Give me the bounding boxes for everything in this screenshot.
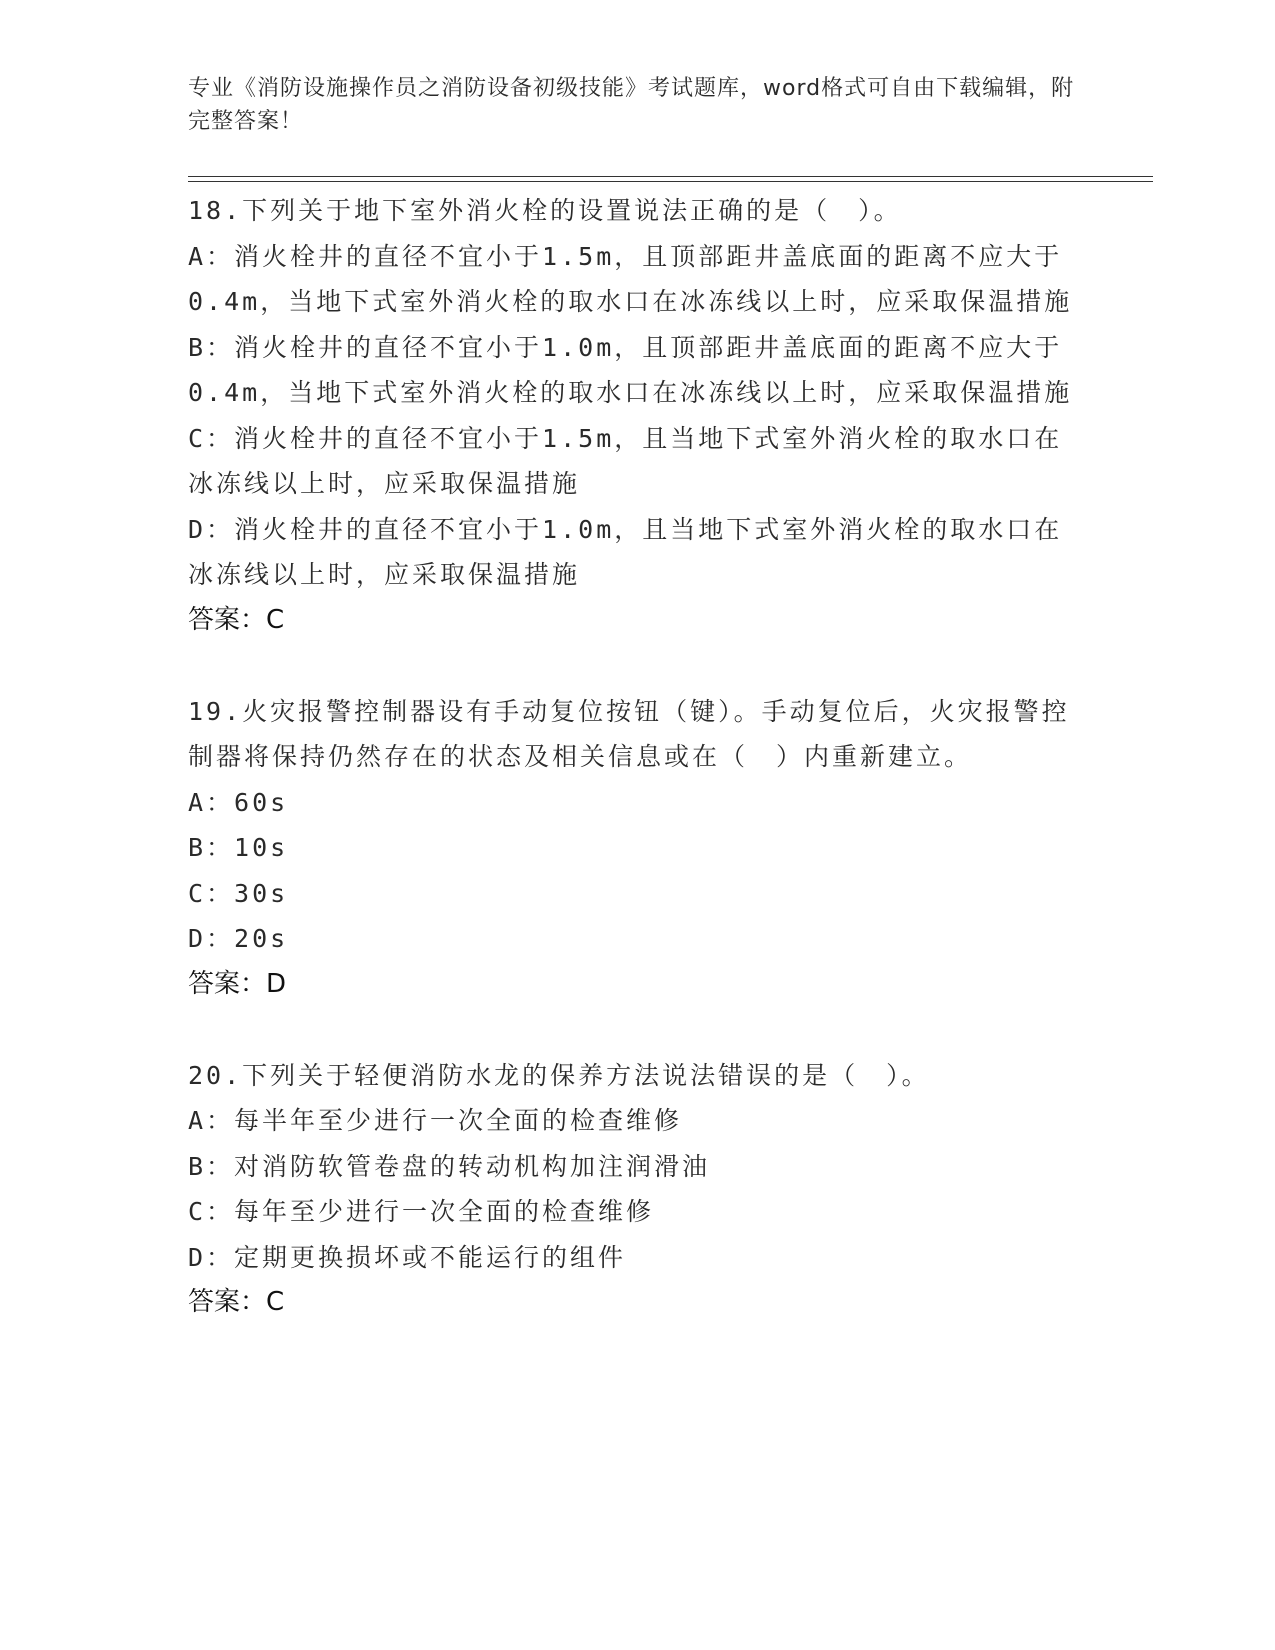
option-a: A：消火栓井的直径不宜小于1.5m，且顶部距井盖底面的距离不应大于0.4m，当地下式室外消火栓的取水口在冰冻线以上时，应采取保温措施 bbox=[188, 241, 1073, 316]
question-20 bbox=[188, 1053, 1088, 1326]
document-header: 专业《消防设施操作员之消防设备初级技能》考试题库，word格式可自由下载编辑，附完整答案！ bbox=[188, 76, 1075, 134]
option-c: C：30s bbox=[188, 878, 289, 908]
question-spacer bbox=[188, 1007, 1088, 1053]
question-18 bbox=[188, 188, 1088, 643]
option-d: D：定期更换损坏或不能运行的组件 bbox=[188, 1242, 627, 1272]
option-d: D：20s bbox=[188, 924, 289, 953]
header-divider-bottom bbox=[188, 181, 1153, 182]
option-b: B：对消防软管卷盘的转动机构加注润滑油 bbox=[188, 1151, 711, 1181]
answer-label: 答案：C bbox=[188, 1287, 285, 1317]
question-stem: 20.下列关于轻便消防水龙的保养方法说法错误的是（ ）。 bbox=[188, 1060, 930, 1090]
option-a: A：每半年至少进行一次全面的检查维修 bbox=[188, 1106, 683, 1135]
option-a: A：60s bbox=[188, 787, 289, 817]
option-b: B：消火栓井的直径不宜小于1.0m，且顶部距井盖底面的距离不应大于0.4m，当地下式室外消火栓的取水口在冰冻线以上时，应采取保温措施 bbox=[188, 332, 1073, 407]
question-19 bbox=[188, 689, 1088, 1008]
question-stem: 18.下列关于地下室外消火栓的设置说法正确的是（ ）。 bbox=[188, 196, 902, 225]
option-b: B：10s bbox=[188, 833, 289, 862]
option-c: C：每年至少进行一次全面的检查维修 bbox=[188, 1197, 655, 1226]
answer-label: 答案：C bbox=[188, 604, 285, 635]
option-c: C：消火栓井的直径不宜小于1.5m，且当地下式室外消火栓的取水口在冰冻线以上时，应采取保温措施 bbox=[188, 423, 1063, 498]
question-spacer bbox=[188, 643, 1088, 689]
header-divider-top bbox=[188, 176, 1153, 177]
answer-label: 答案：D bbox=[188, 968, 287, 999]
question-stem: 19.火灾报警控制器设有手动复位按钮（键）。手动复位后，火灾报警控制器将保持仍然存在的状态及相关信息或在（ ）内重新建立。 bbox=[188, 696, 1070, 771]
question-list bbox=[188, 188, 1088, 1326]
option-d: D：消火栓井的直径不宜小于1.0m，且当地下式室外消火栓的取水口在冰冻线以上时，应采取保温措施 bbox=[188, 514, 1063, 589]
